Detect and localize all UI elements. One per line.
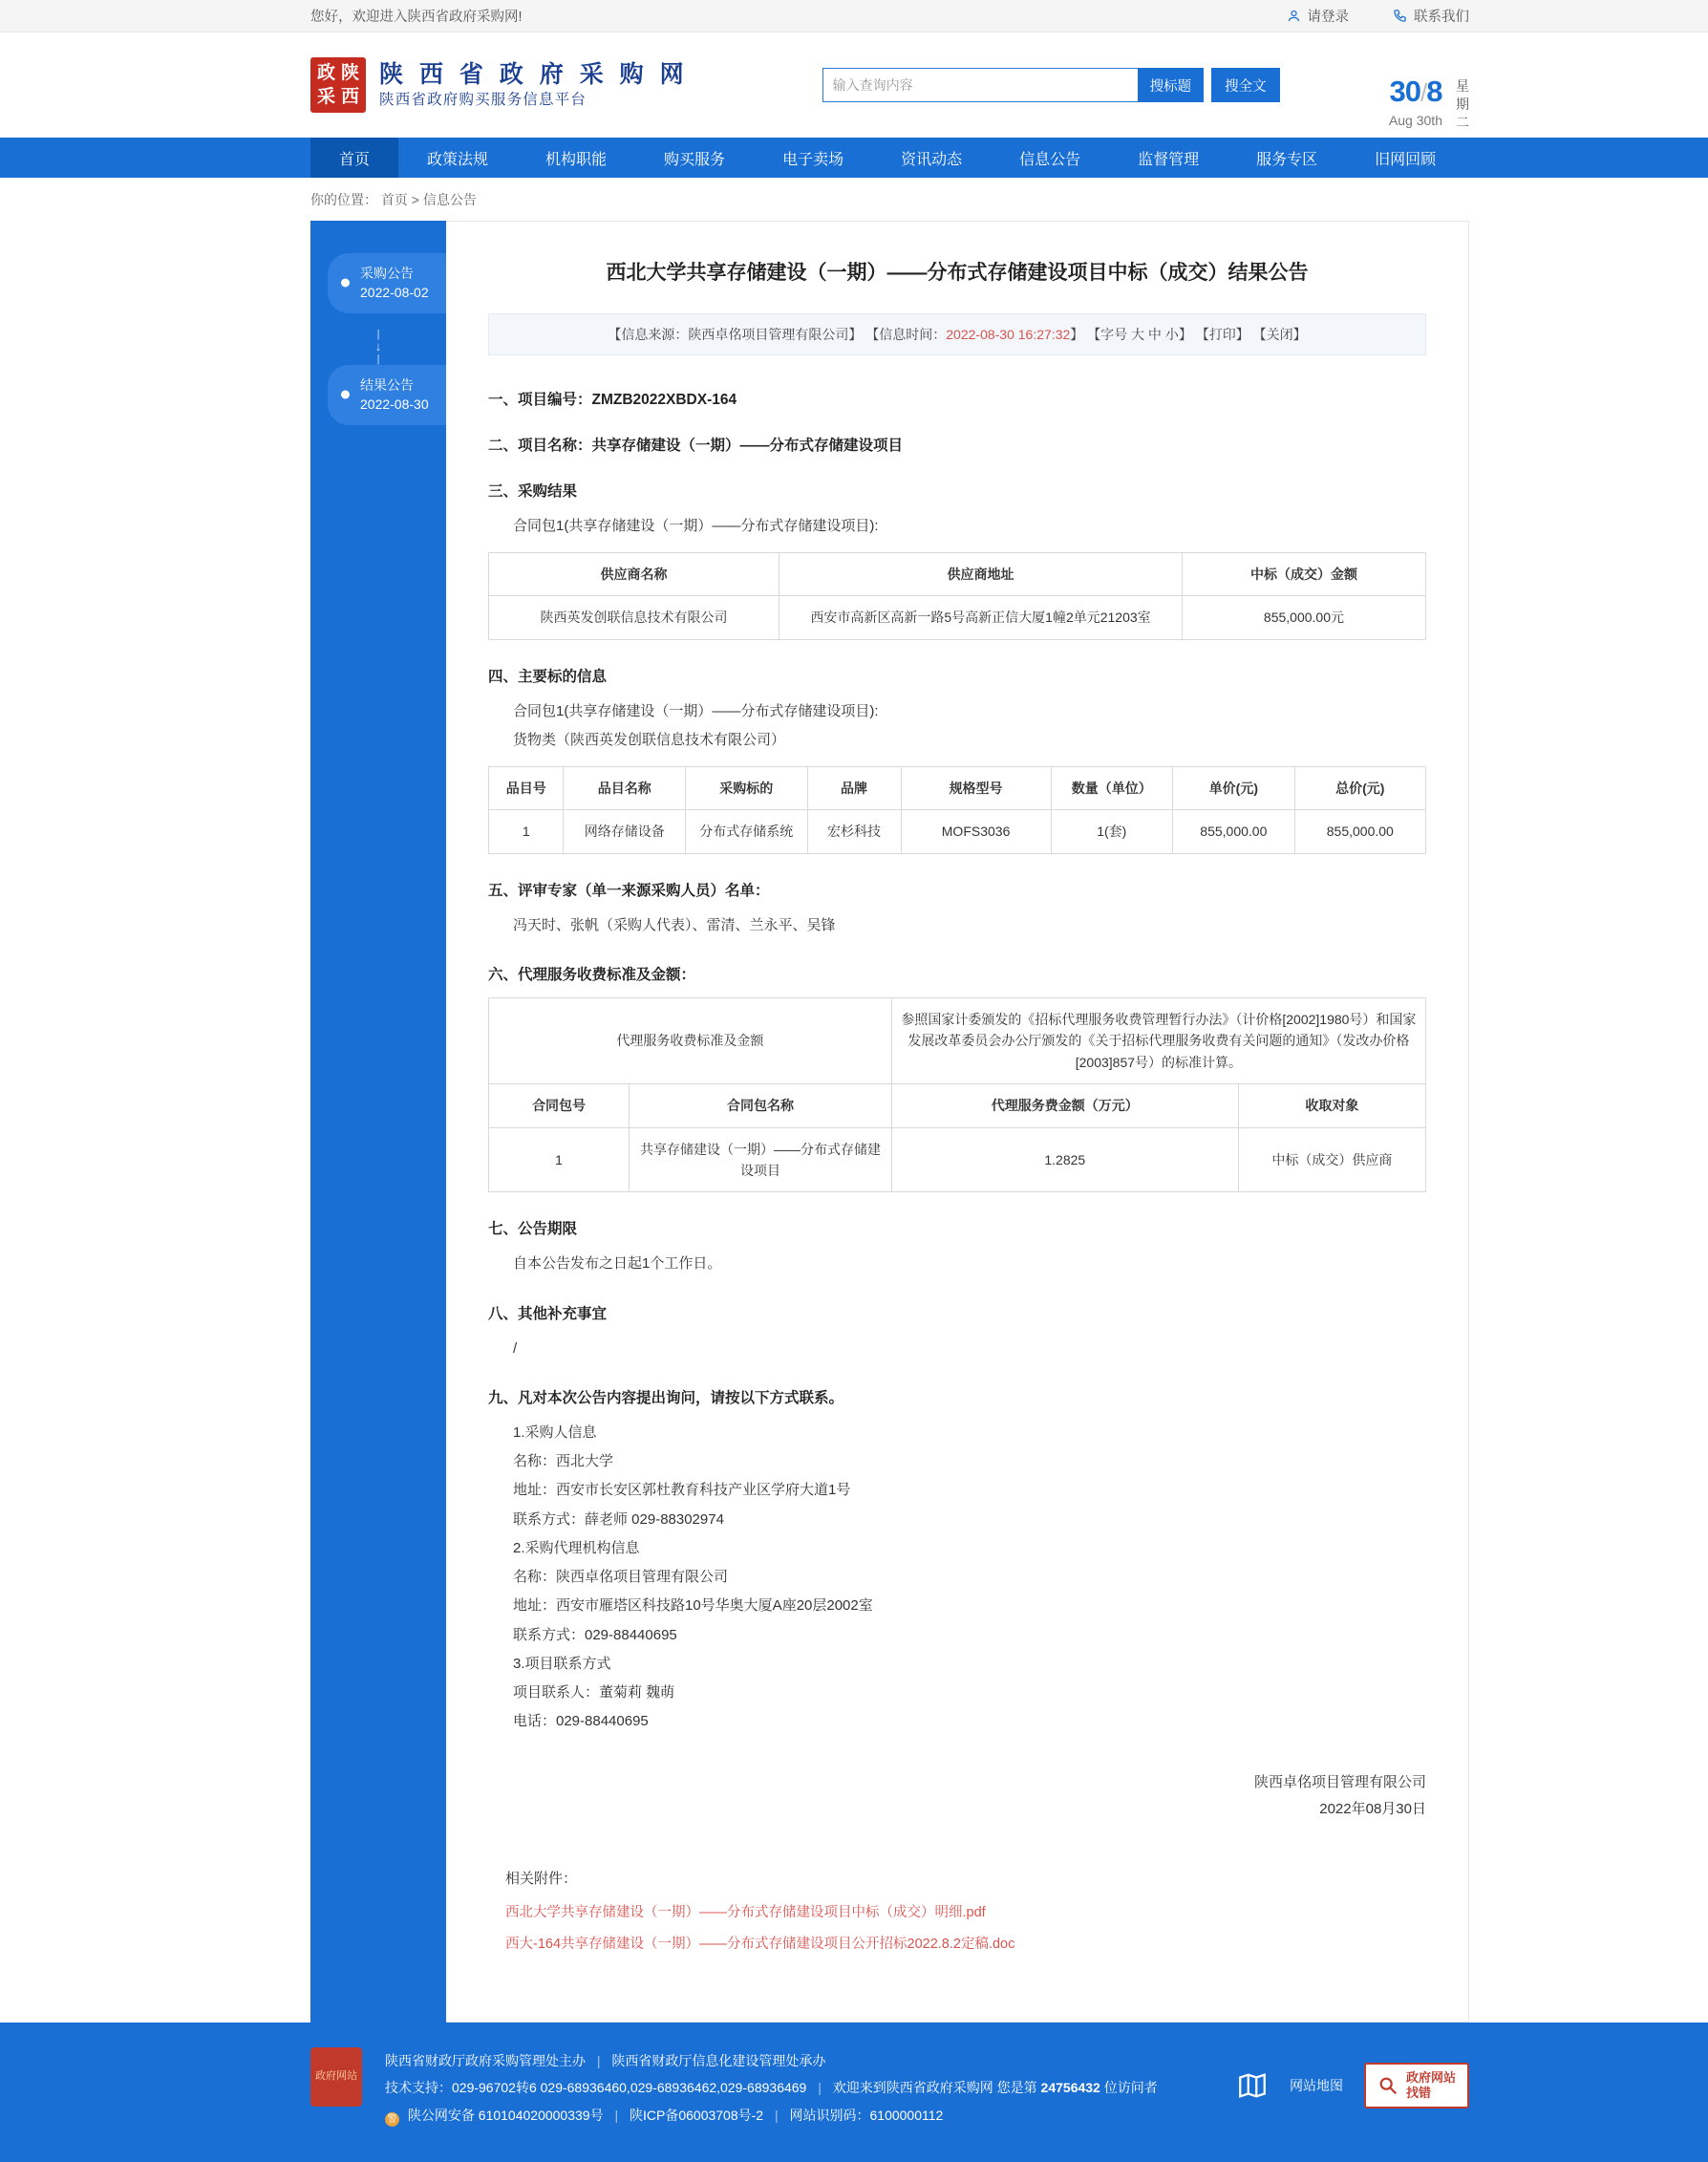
footer-visitor-suffix: 位访问者 xyxy=(1103,2080,1158,2096)
login-label: 请登录 xyxy=(1307,10,1349,25)
weekday-l3: 二 xyxy=(1456,114,1469,130)
document-meta-bar xyxy=(488,313,1426,355)
section-7-body: 自本公告发布之日起1个工作日。 xyxy=(513,1255,722,1273)
cell-procurement-target: 分布式存储系统 xyxy=(685,810,807,853)
date-day: 30 xyxy=(1389,75,1420,108)
gov-badge-line-1: 政府网站 xyxy=(1405,2069,1456,2085)
signature-company: 陕西卓佲项目管理有限公司 xyxy=(1253,1773,1426,1790)
breadcrumb-sep: > xyxy=(411,192,419,207)
close-button[interactable]: 【关闭】 xyxy=(1252,326,1307,342)
logo-mark-icon xyxy=(310,57,366,113)
cell-award-amount: 855,000.00元 xyxy=(1182,596,1425,639)
site-footer xyxy=(0,2023,1708,2162)
top-utility-bar xyxy=(0,0,1708,32)
signature-block xyxy=(488,1769,1426,1824)
th-package-name: 合同包名称 xyxy=(630,1084,892,1127)
search-input[interactable] xyxy=(822,68,1138,102)
th-award-amount: 中标（成交）金额 xyxy=(1182,552,1425,595)
greeting-text: 您好，欢迎进入陕西省政府采购网! xyxy=(310,10,523,25)
attachments-title: 相关附件： xyxy=(505,1870,578,1887)
table-row xyxy=(489,596,1426,639)
date-month: 8 xyxy=(1426,75,1442,108)
contact-2-address: 地址：西安市雁塔区科技路10号华奥大厦A座20层2002室 xyxy=(513,1597,873,1615)
main-navigation xyxy=(0,138,1708,178)
phone-icon xyxy=(1393,9,1407,23)
bullet-icon xyxy=(341,279,350,288)
cell-total-price: 855,000.00 xyxy=(1294,810,1425,853)
visitor-count: 24756432 xyxy=(1040,2080,1100,2096)
date-english: Aug 30th xyxy=(1388,113,1442,128)
attachments-list xyxy=(488,1901,1426,1953)
nav-item-home[interactable]: 首页 xyxy=(310,138,398,178)
th-model: 规格型号 xyxy=(901,767,1051,810)
th-supplier-name: 供应商名称 xyxy=(489,552,779,595)
gov-website-report-badge[interactable] xyxy=(1364,2063,1469,2109)
cell-fee-payer: 中标（成交）供应商 xyxy=(1238,1127,1425,1192)
contact-1-name: 名称：西北大学 xyxy=(513,1453,614,1470)
seal-label: 政府网站 xyxy=(315,2070,357,2083)
footer-police-record[interactable]: 陕公网安备 610104020000339号 xyxy=(407,2108,604,2124)
contact-3-phone: 电话：029-88440695 xyxy=(513,1713,649,1730)
cell-model: MOFS3036 xyxy=(901,810,1051,853)
footer-support: 技术支持：029-96702转6 029-68936460,029-68936462,029-68936469 xyxy=(385,2080,807,2096)
nav-item-old-site[interactable]: 旧网回顾 xyxy=(1375,151,1437,168)
sidebar-item-purchase-announcement[interactable] xyxy=(328,253,446,313)
nav-item-news[interactable]: 资讯动态 xyxy=(901,151,963,168)
document-content xyxy=(446,221,1469,2023)
contact-group-3-heading: 3.项目联系方式 xyxy=(513,1655,611,1672)
sidebar-item-label: 结果公告 xyxy=(360,377,414,394)
weekday-l1: 星 xyxy=(1456,78,1469,94)
table-row xyxy=(489,810,1426,853)
contact-group-1-heading: 1.采购人信息 xyxy=(513,1423,597,1441)
bullet-icon xyxy=(341,391,350,399)
site-map-label[interactable]: 网站地图 xyxy=(1289,2077,1343,2093)
date-widget xyxy=(1389,75,1469,132)
print-button[interactable]: 【打印】 xyxy=(1195,326,1249,342)
site-subtitle: 陕西省政府购买服务信息平台 xyxy=(379,91,587,108)
cell-unit-price: 855,000.00 xyxy=(1173,810,1295,853)
contact-3-person: 项目联系人：董菊莉 魏萌 xyxy=(513,1684,675,1702)
contact-label: 联系我们 xyxy=(1414,10,1469,25)
nav-item-supervision[interactable]: 监督管理 xyxy=(1138,151,1200,168)
arrow-glyph: ↓ xyxy=(374,338,382,353)
footer-undertaker: 陕西省财政厅信息化建设管理处承办 xyxy=(611,2052,826,2068)
contact-2-phone: 联系方式：029-88440695 xyxy=(513,1626,677,1643)
attachment-link-pdf[interactable]: 西北大学共享存储建设（一期）——分布式存储建设项目中标（成交）明细.pdf xyxy=(505,1904,986,1920)
section-6-heading: 六、代理服务收费标准及金额： xyxy=(488,967,696,984)
cell-package-name: 共享存储建设（一期）——分布式存储建设项目 xyxy=(630,1127,892,1192)
section-5-body: 冯天时、张帆（采购人代表）、雷清、兰永平、吴锋 xyxy=(513,916,836,933)
contact-1-phone: 联系方式：薛老师 029-88302974 xyxy=(513,1510,724,1528)
sidebar-item-result-announcement[interactable] xyxy=(328,365,446,425)
site-logo[interactable] xyxy=(310,57,689,113)
table-header-row xyxy=(489,552,1426,595)
section-8-body: / xyxy=(513,1339,518,1357)
th-fee-amount: 代理服务费金额（万元） xyxy=(891,1084,1238,1127)
cell-fee-amount: 1.2825 xyxy=(891,1127,1238,1192)
cell-item-no: 1 xyxy=(489,810,564,853)
section-4-package: 合同包1(共享存储建设（一期）——分布式存储建设项目): xyxy=(513,702,879,719)
footer-sep: | xyxy=(818,2080,822,2096)
section-4-heading: 四、主要标的信息 xyxy=(488,668,608,685)
th-item-name: 品目名称 xyxy=(564,767,686,810)
fee-standard-text: 参照国家计委颁发的《招标代理服务收费管理暂行办法》（计价格[2002]1980号）和国家发展改革委员会办公厅颁发的《关于招标代理服务收费有关问题的通知》（发改办价格[2003]857号）的标准计算。 xyxy=(891,998,1425,1084)
progress-sidebar xyxy=(310,221,446,2023)
logo-char-3: 西 xyxy=(340,86,359,107)
section-4-subtitle: 货物类（陕西英发创联信息技术有限公司） xyxy=(513,731,786,748)
signature-date: 2022年08月30日 xyxy=(1319,1801,1426,1818)
weekday-label xyxy=(1456,75,1469,132)
search-area xyxy=(822,68,1280,102)
footer-line-3 xyxy=(385,2102,1213,2130)
meta-time-label: 【信息时间： xyxy=(865,326,947,342)
footer-sep: | xyxy=(596,2052,601,2068)
nav-item-service-zone[interactable]: 服务专区 xyxy=(1256,151,1318,168)
logo-char-1: 陕 xyxy=(340,62,359,83)
table-header-row xyxy=(489,1084,1426,1127)
meta-source: 【信息来源：陕西卓佲项目管理有限公司】 xyxy=(608,326,863,342)
arrow-down-icon: | ↓ | xyxy=(374,328,382,365)
nav-item-announcements[interactable]: 信息公告 xyxy=(1019,151,1081,168)
breadcrumb-prefix: 你的位置： xyxy=(310,192,377,207)
footer-sep: | xyxy=(614,2108,619,2124)
fee-standard-label: 代理服务收费标准及金额 xyxy=(489,998,892,1084)
sidebar-item-date: 2022-08-30 xyxy=(360,396,429,413)
login-link[interactable] xyxy=(1287,6,1350,26)
police-seal-icon xyxy=(310,2047,362,2107)
fee-standard-row xyxy=(489,998,1426,1084)
user-icon xyxy=(1287,9,1301,23)
contact-1-address: 地址：西安市长安区郭杜教育科技产业区学府大道1号 xyxy=(513,1482,851,1499)
section-2-heading: 二、项目名称：共享存储建设（一期）——分布式存储建设项目 xyxy=(488,437,904,454)
cell-quantity: 1(套) xyxy=(1051,810,1173,853)
logo-char-0: 政 xyxy=(316,62,335,83)
site-title: 陕 西 省 政 府 采 购 网 xyxy=(379,61,689,89)
agency-fee-table xyxy=(488,997,1426,1192)
meta-time-end: 】 xyxy=(1070,326,1084,342)
result-table xyxy=(488,552,1426,640)
nav-item-policy[interactable]: 政策法规 xyxy=(427,151,489,168)
cell-supplier-address: 西安市高新区高新一路5号高新正信大厦1幢2单元21203室 xyxy=(779,596,1183,639)
th-fee-payer: 收取对象 xyxy=(1238,1084,1425,1127)
search-title-button[interactable]: 搜标题 xyxy=(1138,68,1205,102)
section-5-heading: 五、评审专家（单一来源采购人员）名单： xyxy=(488,882,770,899)
section-7-heading: 七、公告期限 xyxy=(488,1221,578,1238)
cell-supplier-name: 陕西英发创联信息技术有限公司 xyxy=(489,596,779,639)
th-quantity: 数量（单位） xyxy=(1051,767,1173,810)
section-8-heading: 八、其他补充事宜 xyxy=(488,1305,608,1322)
site-map-icon xyxy=(1236,2069,1269,2102)
logo-char-2: 采 xyxy=(316,86,335,107)
police-badge-icon: 警 xyxy=(385,2112,399,2127)
section-9-heading: 九、凡对本次公告内容提出询问，请按以下方式联系。 xyxy=(488,1389,844,1406)
footer-line-1 xyxy=(385,2047,1213,2075)
meta-time: 2022-08-30 16:27:32 xyxy=(946,326,1071,342)
gov-badge-line-2: 找错 xyxy=(1405,2085,1431,2100)
footer-welcome: 欢迎来到陕西省政府采购网 您是第 xyxy=(832,2080,1037,2096)
table-row xyxy=(489,1127,1426,1192)
th-supplier-address: 供应商地址 xyxy=(779,552,1183,595)
nav-item-emall[interactable]: 电子卖场 xyxy=(782,151,844,168)
sidebar-item-label: 采购公告 xyxy=(360,266,414,281)
footer-sep: | xyxy=(774,2108,779,2124)
contact-group-2-heading: 2.采购代理机构信息 xyxy=(513,1539,640,1556)
th-item-no: 品目号 xyxy=(489,767,564,810)
breadcrumb-current[interactable]: 信息公告 xyxy=(422,192,477,207)
goods-table xyxy=(488,766,1426,854)
section-1-heading: 一、项目编号：ZMZB2022XBDX-164 xyxy=(488,391,737,408)
th-total-price: 总价(元) xyxy=(1294,767,1425,810)
attachment-link-doc[interactable]: 西大-164共享存储建设（一期）——分布式存储建设项目公开招标2022.8.2定稿.doc xyxy=(505,1936,1015,1952)
section-3-heading: 三、采购结果 xyxy=(488,482,578,500)
date-slash: / xyxy=(1420,78,1427,107)
footer-icp[interactable]: 陕ICP备06003708号-2 xyxy=(630,2108,764,2124)
search-fulltext-button[interactable]: 搜全文 xyxy=(1211,68,1280,102)
breadcrumb xyxy=(0,178,1708,221)
nav-item-functions[interactable]: 机构职能 xyxy=(545,151,608,168)
footer-site-code: 网站识别码：6100000112 xyxy=(789,2108,944,2124)
page-body xyxy=(0,221,1708,2023)
th-package-no: 合同包号 xyxy=(489,1084,630,1127)
th-procurement-target: 采购标的 xyxy=(685,767,807,810)
section-3-package: 合同包1(共享存储建设（一期）——分布式存储建设项目): xyxy=(513,517,879,534)
contact-link[interactable] xyxy=(1393,6,1469,26)
sidebar-item-date: 2022-08-02 xyxy=(360,285,429,301)
cell-brand: 宏杉科技 xyxy=(807,810,901,853)
page-title: 西北大学共享存储建设（一期）——分布式存储建设项目中标（成交）结果公告 xyxy=(606,262,1309,284)
footer-line-2 xyxy=(385,2074,1213,2102)
magnifier-icon xyxy=(1377,2075,1398,2096)
table-header-row xyxy=(489,767,1426,810)
weekday-l2: 期 xyxy=(1456,96,1469,112)
th-unit-price: 单价(元) xyxy=(1173,767,1295,810)
breadcrumb-home[interactable]: 首页 xyxy=(380,192,408,207)
site-header xyxy=(0,32,1708,138)
th-brand: 品牌 xyxy=(807,767,901,810)
footer-host: 陕西省财政厅政府采购管理处主办 xyxy=(385,2052,586,2068)
font-size-controls[interactable]: 【字号 大 中 小】 xyxy=(1087,326,1192,342)
cell-package-no: 1 xyxy=(489,1127,630,1192)
nav-item-purchase-service[interactable]: 购买服务 xyxy=(664,151,726,168)
cell-item-name: 网络存储设备 xyxy=(564,810,686,853)
contact-2-name: 名称：陕西卓佲项目管理有限公司 xyxy=(513,1569,729,1586)
